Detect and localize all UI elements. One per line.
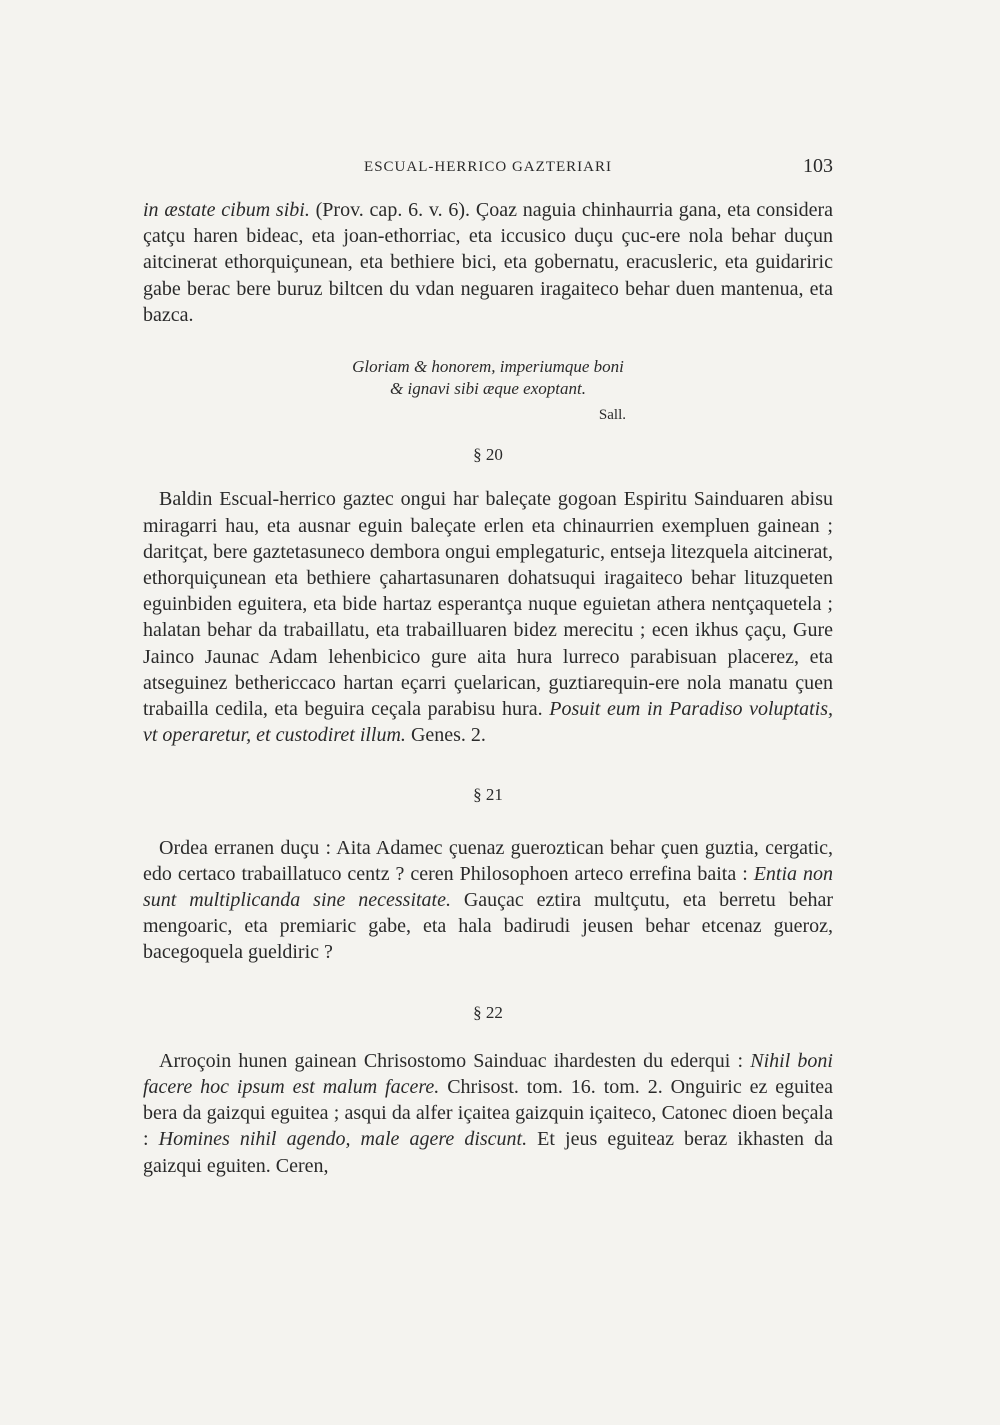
page-body xyxy=(143,197,833,1179)
latin-quote-3: Entia non sunt multiplicanda sine necessitate. xyxy=(143,862,833,912)
epigraph xyxy=(143,356,833,400)
page-number: 103 xyxy=(803,155,833,177)
paragraph-4-text-2: Chrisost. tom. 16. tom. 2. Onguiric ez eguitea bera da gaizqui eguitea ; asqui da alfer içaitea gaizquin içaiteco, Catonec dioen beçala : xyxy=(143,1076,834,1151)
paragraph-1 xyxy=(143,197,833,328)
epigraph-attribution: Sall. xyxy=(598,407,626,424)
section-22-heading: § 22 xyxy=(473,1002,503,1022)
paragraph-3-tail: Gauçac eztira multçutu, eta berretu behar mengoaric, eta premiaric gabe, eta hala badirudi jeusen behar etcenaz gueroz, bacegoquela gueldiric ? xyxy=(143,889,833,964)
latin-quote-5: Homines nihil agendo, male agere discunt. xyxy=(158,1128,528,1151)
paragraph-3 xyxy=(143,835,833,966)
running-title: ESCUAL-HERRICO GAZTERIARI xyxy=(364,159,612,175)
paragraph-3-text: Ordea erranen duçu : Aita Adamec çuenaz gueroztican behar çuen guztia, cergatic, edo certaco trabaillatuco centz ? ceren Philosophoen arteco errefina baita : xyxy=(143,836,833,885)
latin-quote-2: Posuit eum in Paradiso voluptatis, vt operaretur, et custodiret illum. xyxy=(143,698,833,747)
epigraph-line-1: Gloriam & honorem, imperiumque boni xyxy=(352,357,624,377)
epigraph-line-2: & ignavi sibi æque exoptant. xyxy=(390,379,586,399)
paragraph-4-text: Arroçoin hunen gainean Chrisostomo Sainduac ihardesten du ederqui : xyxy=(159,1049,751,1072)
section-20-heading: § 20 xyxy=(473,445,503,465)
paragraph-2 xyxy=(143,486,833,748)
latin-quote-4: Nihil boni facere hoc ipsum est malum facere. xyxy=(143,1049,833,1099)
paragraph-2-text: Baldin Escual-herrico gaztec ongui har baleçate gogoan Espiritu Sainduaren abisu miragarri hau, eta ausnar eguin baleçate erlen eta chinaurrien exempluen gainean ; daritçat, bere gaztetasuneco dembora ongui emplegaturic, entseja litezquela aitcinerat, ethorquiçunean eta bethiere çahartasunaren dohatsuqui iragaiteco behar lituzqueten eguinbiden eguitera, eta bide hartaz esperantça nuque eguietan athera nentçaquetela ; halatan behar da trabaillatu, eta trabailluaren bidez merecitu ; ecen ikhus çaçu, Gure Jainco Jaunac Adam lehenbicico gure aita hura lurreco parabisuan placerez, eta atseguinez bethericcaco hartan eçarri çuelarican, guztiarequin-ere nola manatu çuen trabailla cedila, eta beguira ceçala parabisu hura. xyxy=(143,488,833,721)
paragraph-4-tail: Et jeus eguiteaz beraz ikhasten da gaizqui eguiten. Ceren, xyxy=(143,1128,833,1177)
paragraph-2-tail: Genes. 2. xyxy=(405,724,486,747)
paragraph-4 xyxy=(143,1048,833,1179)
latin-quote-1: in æstate cibum sibi. xyxy=(143,199,310,221)
page-header xyxy=(143,155,833,185)
section-21-heading: § 21 xyxy=(473,785,503,805)
paragraph-1-text: (Prov. cap. 6. v. 6). Çoaz naguia chinhaurria gana, eta considera çatçu haren bideac, eta joan-ethorriac, eta iccusico duçu çuc-ere nola behar duçun aitcinerat ethorquiçunean, eta bethiere bici, eta gobernatu, eracusleric, eta guidariric gabe berac bere buruz biltcen du vdan neguaren iragaiteco behar duen mantenua, eta bazca. xyxy=(143,199,833,326)
